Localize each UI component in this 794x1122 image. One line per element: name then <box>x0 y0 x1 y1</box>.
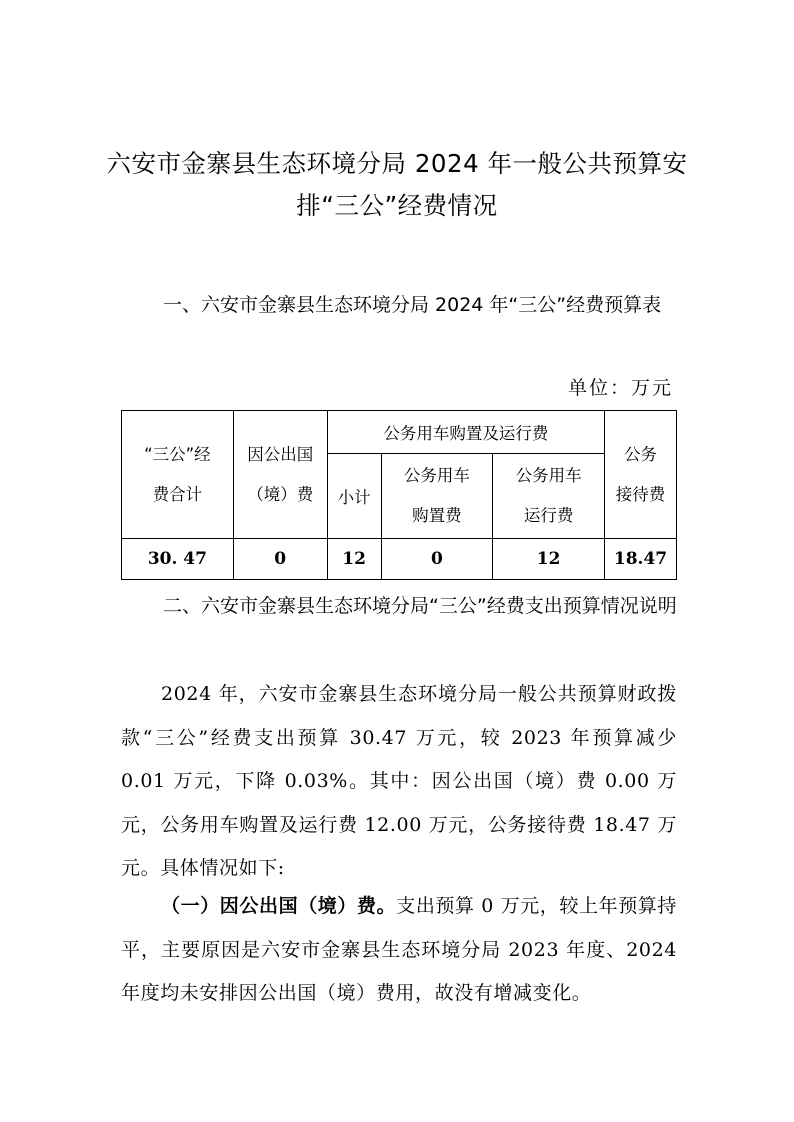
header-vehicle-group-cell: 公务用车购置及运行费 <box>327 411 604 454</box>
header-purchase-line-1: 公务用车 <box>403 466 470 485</box>
header-total-cell <box>122 411 234 539</box>
header-reception-line-2: 接待费 <box>615 484 666 504</box>
header-abroad-line-2: （境）费 <box>247 484 314 504</box>
header-reception-cell <box>605 411 677 539</box>
header-operation-cell <box>493 454 605 539</box>
paragraph-abroad-body: 支出预算 0 万元，较上年预算持平，主要原因是六安市金寨县生态环境分局 2023 年度、2024 年度均未安排因公出国（境）费用，故没有增减变化。 <box>121 895 677 1004</box>
value-reception: 18.47 <box>605 539 677 580</box>
section-1-heading: 一、六安市金寨县生态环境分局 2024 年“三公”经费预算表 <box>163 294 662 316</box>
table-header-row-1 <box>122 411 677 454</box>
paragraph-summary: 2024 年，六安市金寨县生态环境分局一般公共预算财政拨款“三公”经费支出预算 30.47 万元，较 2023 年预算减少 0.01 万元，下降 0.03%。其中：因公出国（境）费 0.00 万元，公务用车购置及运行费 12.00 万元，公务接待费 18.47 万元。具体情况如下: <box>121 683 677 879</box>
unit-label: 单位：万元 <box>567 377 673 399</box>
title-line-1: 六安市金寨县生态环境分局 2024 年一般公共预算安 <box>106 149 688 178</box>
header-purchase-cell <box>381 454 493 539</box>
value-total: 30. 47 <box>122 539 234 580</box>
budget-table <box>121 410 677 580</box>
paragraph-abroad-lead: （一）因公出国（境）费。 <box>161 895 397 917</box>
header-subtotal-cell: 小计 <box>327 454 381 539</box>
header-abroad-cell <box>233 411 327 539</box>
section-2-heading: 二、六安市金寨县生态环境分局“三公”经费支出预算情况说明 <box>163 595 677 617</box>
header-operation-line-1: 公务用车 <box>515 466 582 485</box>
header-abroad-line-1: 因公出国 <box>247 444 314 464</box>
table-row <box>122 539 677 580</box>
paragraph-abroad-expense <box>121 885 677 1016</box>
header-total-line-1: “三公”经 <box>144 444 211 464</box>
value-purchase: 0 <box>381 539 493 580</box>
value-subtotal: 12 <box>327 539 381 580</box>
title-line-2: 排“三公”经费情况 <box>296 191 498 220</box>
value-operation: 12 <box>493 539 605 580</box>
header-operation-line-2: 运行费 <box>523 506 574 525</box>
header-total-line-2: 费合计 <box>152 484 203 504</box>
document-title <box>100 143 694 227</box>
value-abroad: 0 <box>233 539 327 580</box>
header-purchase-line-2: 购置费 <box>412 506 462 525</box>
header-reception-line-1: 公务 <box>624 444 657 464</box>
